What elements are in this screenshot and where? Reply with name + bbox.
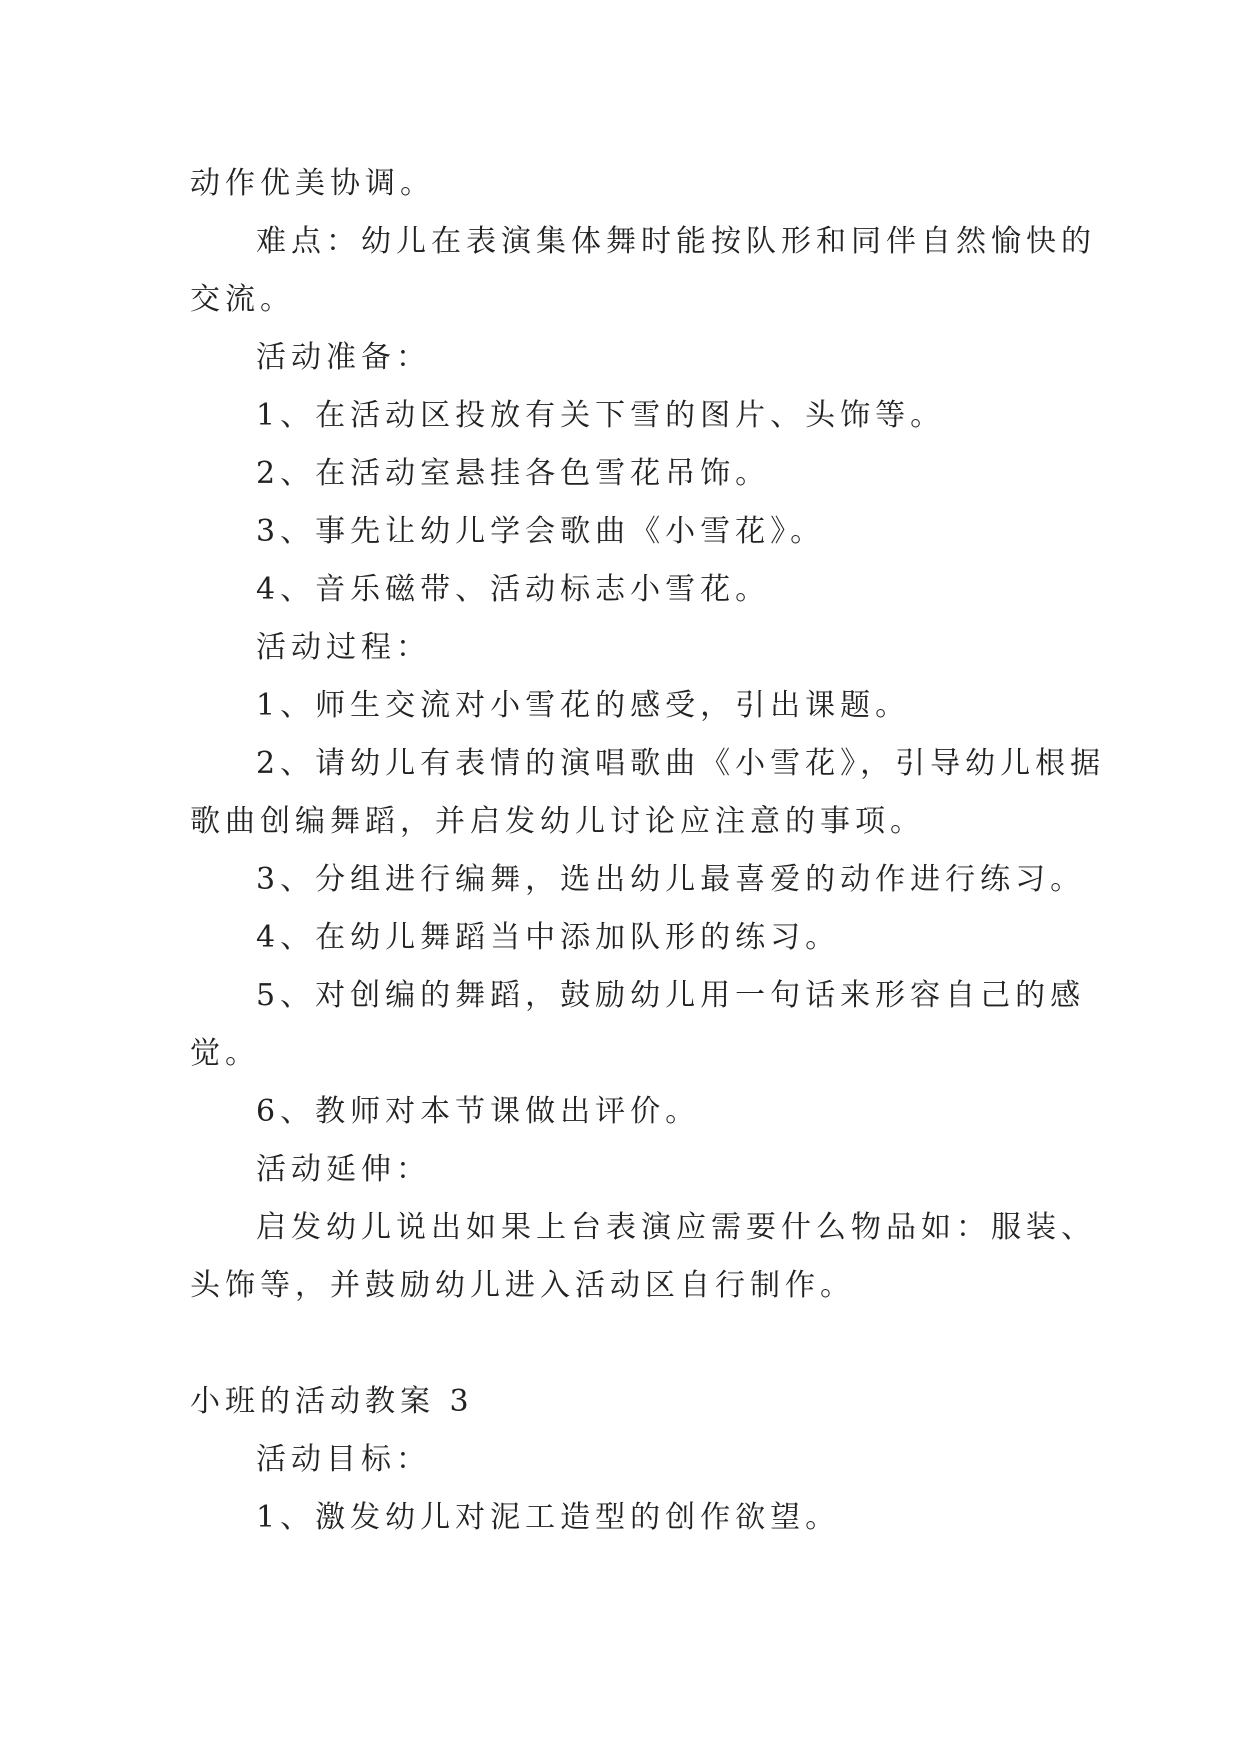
list-item: 3、分组进行编舞，选出幼儿最喜爱的动作进行练习。 — [256, 862, 1086, 897]
list-item: 2、在活动室悬挂各色雪花吊饰。 — [256, 456, 771, 491]
list-item: 5、对创编的舞蹈，鼓励幼儿用一句话来形容自己的感 — [256, 978, 1086, 1013]
section-heading: 活动准备： — [256, 340, 431, 375]
text-line: 交流。 — [190, 282, 295, 317]
list-item: 2、请幼儿有表情的演唱歌曲《小雪花》，引导幼儿根据 — [256, 746, 1106, 781]
list-item: 6、教师对本节课做出评价。 — [256, 1094, 701, 1129]
text-line: 动作优美协调。 — [190, 166, 435, 201]
list-item: 1、师生交流对小雪花的感受，引出课题。 — [256, 688, 911, 723]
text-line: 觉。 — [190, 1036, 260, 1071]
section-heading: 活动目标： — [256, 1442, 431, 1477]
document-section-title: 小班的活动教案 3 — [190, 1384, 474, 1419]
text-line: 启发幼儿说出如果上台表演应需要什么物品如：服装、 — [256, 1210, 1096, 1245]
list-item: 4、在幼儿舞蹈当中添加队形的练习。 — [256, 920, 841, 955]
list-item: 1、激发幼儿对泥工造型的创作欲望。 — [256, 1500, 841, 1535]
text-line: 歌曲创编舞蹈，并启发幼儿讨论应注意的事项。 — [190, 804, 925, 839]
list-item: 4、音乐磁带、活动标志小雪花。 — [256, 572, 771, 607]
section-heading: 活动过程： — [256, 630, 431, 665]
section-heading: 活动延伸： — [256, 1152, 431, 1187]
list-item: 1、在活动区投放有关下雪的图片、头饰等。 — [256, 398, 946, 433]
text-line: 难点：幼儿在表演集体舞时能按队形和同伴自然愉快的 — [256, 224, 1096, 259]
list-item: 3、事先让幼儿学会歌曲《小雪花》。 — [256, 514, 826, 549]
text-line: 头饰等，并鼓励幼儿进入活动区自行制作。 — [190, 1268, 855, 1303]
